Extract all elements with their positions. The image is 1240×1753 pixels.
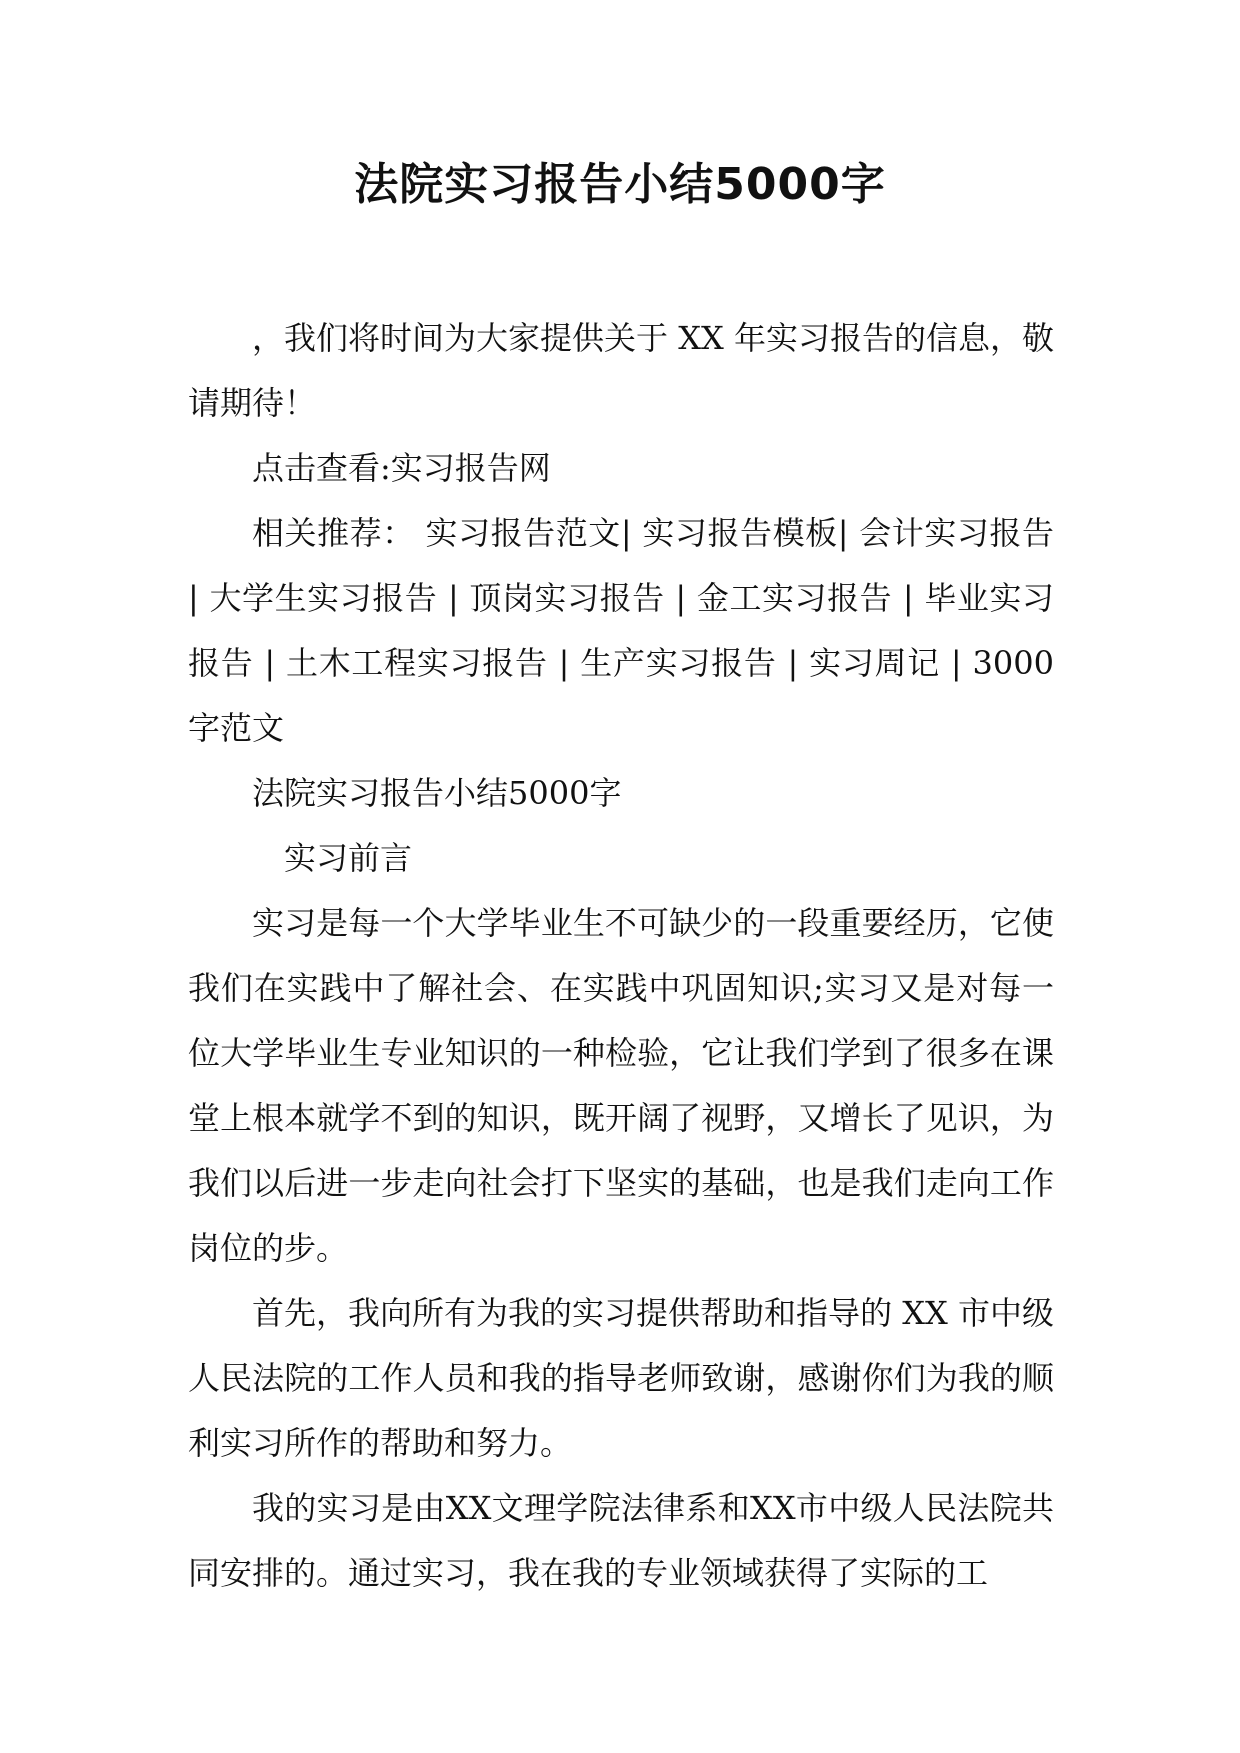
document-body (188, 306, 1054, 1606)
related-recommendations: 相关推荐： 实习报告范文| 实习报告模板| 会计实习报告 | 大学生实习报告 | 顶岗实习报告 | 金工实习报告 | 毕业实习报告 | 土木工程实习报告 | 生产实习报告 | 实习周记 | 3000字范文 (188, 514, 1054, 747)
body-paragraph: 首先，我向所有为我的实习提供帮助和指导的 XX 市中级人民法院的工作人员和我的指导老师致谢，感谢你们为我的顺利实习所作的帮助和努力。 (188, 1294, 1054, 1462)
body-paragraph: 实习是每一个大学毕业生不可缺少的一段重要经历，它使我们在实践中了解社会、在实践中巩固知识;实习又是对每一位大学毕业生专业知识的一种检验，它让我们学到了很多在课堂上根本就学不到的知识，既开阔了视野，又增长了见识，为我们以后进一步走向社会打下坚实的基础，也是我们走向工作岗位的步。 (188, 904, 1054, 1267)
section-heading: 法院实习报告小结5000字 (252, 774, 622, 812)
intro-paragraph: ，我们将时间为大家提供关于 XX 年实习报告的信息，敬请期待！ (188, 319, 1054, 422)
view-link-line: 点击查看:实习报告网 (252, 449, 551, 487)
subsection-heading: 实习前言 (284, 839, 413, 877)
document-title: 法院实习报告小结5000字 (354, 159, 886, 210)
body-paragraph: 我的实习是由XX文理学院法律系和XX市中级人民法院共同安排的。通过实习，我在我的专业领域获得了实际的工 (188, 1489, 1054, 1592)
